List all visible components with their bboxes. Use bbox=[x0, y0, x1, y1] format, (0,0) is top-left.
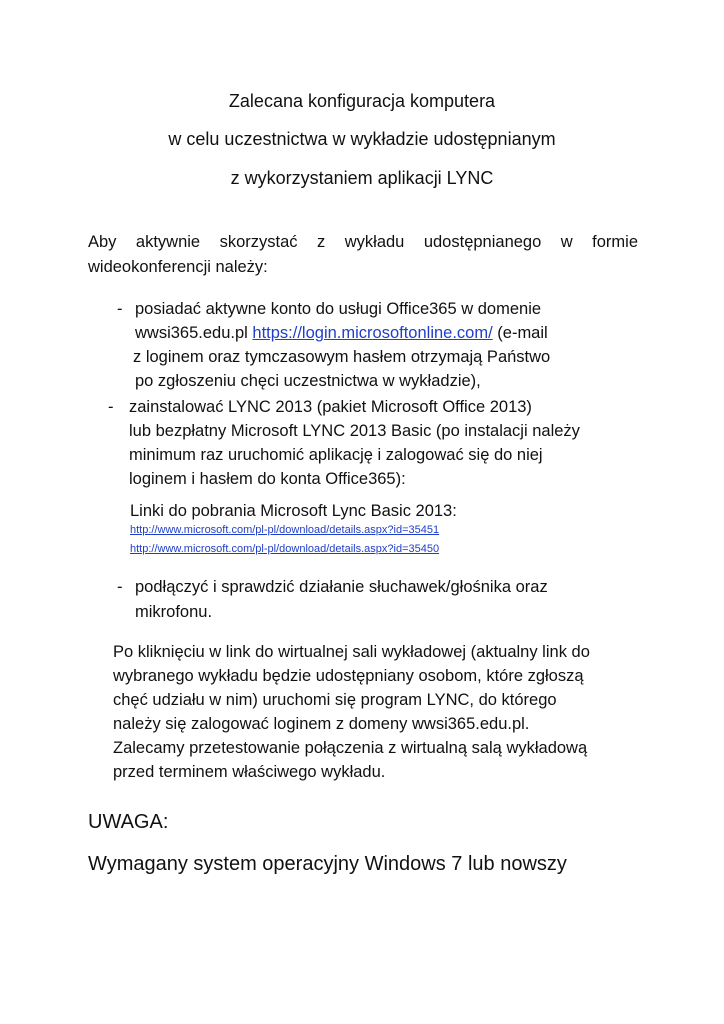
note-line-1: Po kliknięciu w link do wirtualnej sali wykładowej (aktualny link do bbox=[113, 643, 590, 661]
note-line-2: wybranego wykładu będzie udostępniany osobom, które zgłoszą bbox=[113, 667, 584, 685]
item3-line2: mikrofonu. bbox=[135, 603, 213, 621]
download-link-35451[interactable]: http://www.microsoft.com/pl-pl/download/details.aspx?id=35451 bbox=[130, 524, 440, 536]
item1-line1: posiadać aktywne konto do usługi Office365 w domenie bbox=[135, 300, 542, 318]
item1-line2-prefix: wwsi365.edu.pl bbox=[135, 324, 253, 342]
os-requirement: Wymagany system operacyjny Windows 7 lub nowszy bbox=[88, 853, 567, 875]
download-link-35450[interactable]: http://www.microsoft.com/pl-pl/download/details.aspx?id=35450 bbox=[130, 543, 440, 555]
note-line-6: przed terminem właściwego wykładu. bbox=[113, 763, 386, 781]
note-line-3: chęć udziału w nim) uruchomi się program LYNC, do którego bbox=[113, 691, 557, 709]
item2-line4: loginem i hasłem do konta Office365): bbox=[129, 470, 406, 488]
note-line-5: Zalecamy przetestowanie połączenia z wirtualną salą wykładową bbox=[113, 739, 588, 757]
item2-line3: minimum raz uruchomić aplikację i zalogować się do niej bbox=[129, 446, 543, 464]
item1-line2-suffix: (e-mail bbox=[492, 324, 548, 342]
warning-heading: UWAGA: bbox=[88, 811, 169, 833]
item2-line1: zainstalować LYNC 2013 (pakiet Microsoft Office 2013) bbox=[129, 398, 532, 416]
list-dash-2: - bbox=[108, 398, 114, 416]
item1-line4: po zgłoszeniu chęci uczestnictwa w wykładzie), bbox=[135, 372, 481, 390]
office365-login-link[interactable]: https://login.microsoftonline.com/ bbox=[252, 324, 493, 342]
title-line-2: w celu uczestnictwa w wykładzie udostępnianym bbox=[168, 129, 556, 149]
item3-line1: podłączyć i sprawdzić działanie słuchawek/głośnika oraz bbox=[135, 578, 548, 596]
intro-paragraph: Aby aktywnie skorzystać z wykładu udostępnianego w formie wideokonferencji należy: bbox=[88, 233, 638, 276]
note-line-4: należy się zalogować loginem z domeny wwsi365.edu.pl. bbox=[113, 715, 530, 733]
title-line-1: Zalecana konfiguracja komputera bbox=[228, 91, 496, 111]
title-line-3: z wykorzystaniem aplikacji LYNC bbox=[230, 168, 494, 188]
item1-line3: z loginem oraz tymczasowym hasłem otrzymają Państwo bbox=[133, 348, 551, 366]
list-dash-1: - bbox=[117, 300, 123, 318]
note-paragraph bbox=[113, 640, 643, 784]
item2-line2: lub bezpłatny Microsoft LYNC 2013 Basic (po instalacji należy bbox=[129, 422, 580, 440]
list-dash-3: - bbox=[117, 578, 123, 596]
item1-line2 bbox=[135, 321, 548, 345]
downloads-heading: Linki do pobrania Microsoft Lync Basic 2013: bbox=[130, 502, 457, 520]
